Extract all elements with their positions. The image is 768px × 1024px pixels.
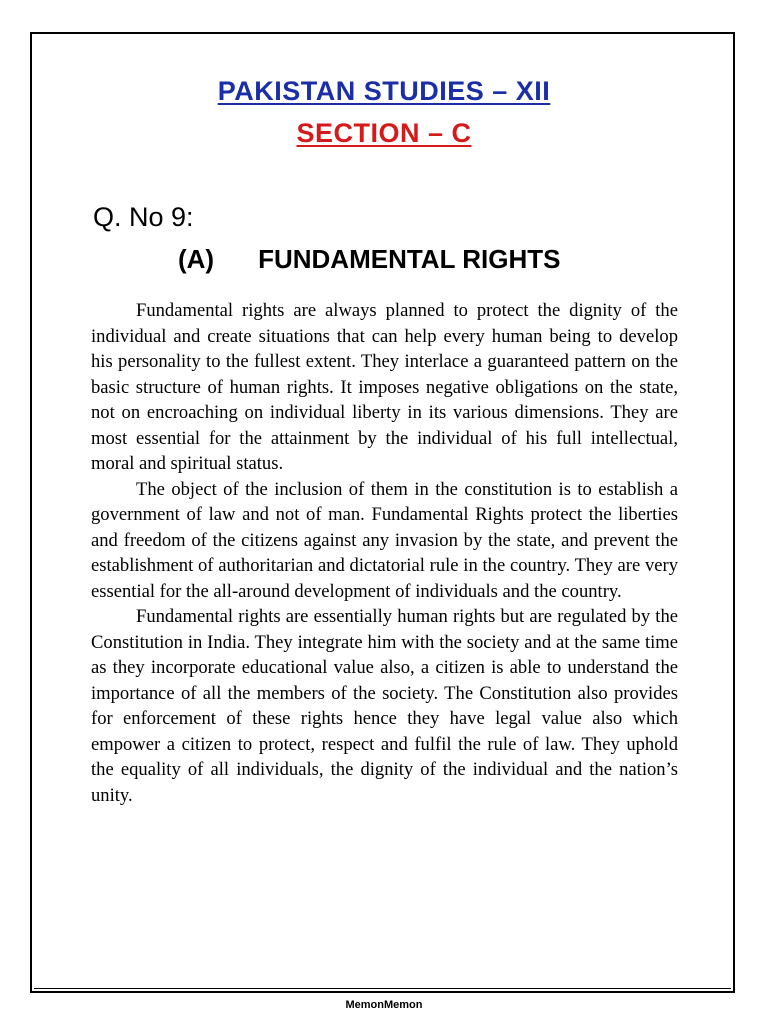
question-part: (A) [178, 244, 215, 274]
section-title: SECTION – C [296, 118, 472, 148]
paragraph-3: Fundamental rights are essentially human rights but are regulated by the Constitution in India. They integrate him with the society and at the same time as they incorporate educational value also, a citizen is able to understand the importance of all the members of the society. The Constitution also provides for enforcement of these rights hence they have legal value also which empower a citizen to protect, respect and fulfil the rule of law. They uphold the equality of all individuals, the dignity of the individual and the nation’s unity. [91, 606, 678, 806]
question-heading-text: FUNDAMENTAL RIGHTS [258, 244, 561, 274]
document-title: PAKISTAN STUDIES – XII [217, 76, 551, 106]
question-number: Q. No 9: [93, 202, 194, 232]
paragraph-2: The object of the inclusion of them in the constitution is to establish a government of law and not of man. Fundamental Rights protect the liberties and freedom of the citizens against any invasion by the state, and prevent the establishment of authoritarian and dictatorial rule in the country. They are very essential for the all-around development of individuals and the country. [91, 478, 678, 602]
question-heading [178, 244, 560, 275]
page-footer: MemonMemon [345, 999, 423, 1011]
paragraph-1: Fundamental rights are always planned to protect the dignity of the individual and create situations that can help every human being to develop his personality to the fullest extent. They interlace a guaranteed pattern on the basic structure of human rights. It imposes negative obligations on the state, not on encroaching on individual liberty in its various dimensions. They are most essential for the attainment by the individual of his full intellectual, moral and spiritual status. [91, 300, 678, 474]
body-text [91, 298, 678, 808]
